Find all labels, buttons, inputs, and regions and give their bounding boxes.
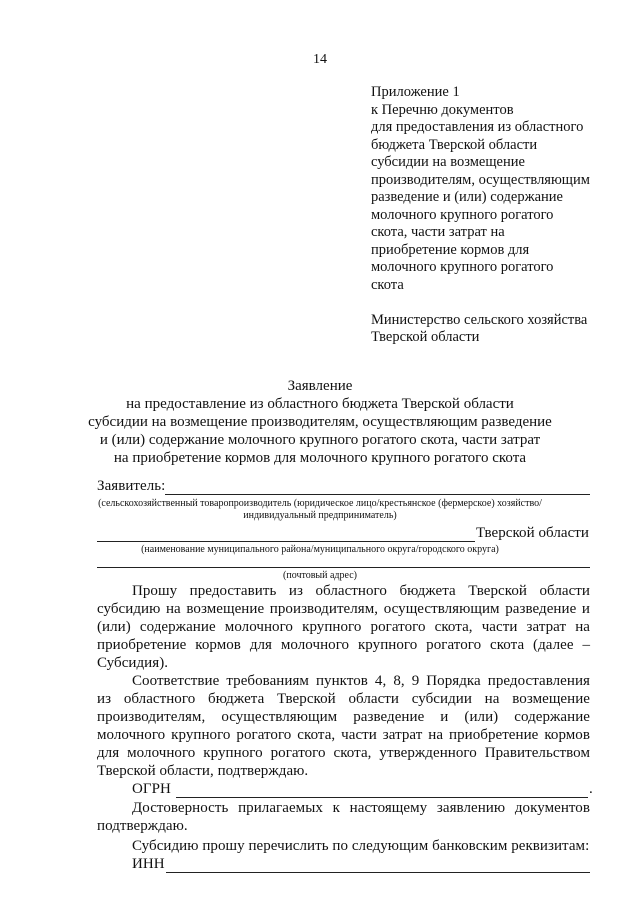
applicant-caption: (сельскохозяйственный товаропроизводитель (юридическое лицо/крестьянское (фермерское) хозяйство/ [98,498,542,509]
ogrn-field-line [176,797,588,798]
title-line: на приобретение кормов для молочного крупного рогатого скота [113,450,527,466]
appendix-line: скота, части затрат на [371,224,505,240]
appendix-line: молочного крупного рогатого [371,259,554,275]
paragraph-line: из областного бюджета Тверской области субсидии на возмещение [97,691,590,707]
paragraph-line: Тверской области, подтверждаю. [97,763,309,779]
title-heading: Заявление [287,378,353,394]
bank-details-line: Субсидию прошу перечислить по следующим банковским реквизитам: [132,838,590,854]
addressee-line: Министерство сельского хозяйства [371,312,588,328]
appendix-line: производителям, осуществляющим [371,172,590,188]
applicant-field-line [165,494,590,495]
paragraph-line: для молочного крупного рогатого скота, утвержденного Правительством [97,745,590,761]
paragraph-line: подтверждаю. [97,818,188,834]
paragraph-line: Соответствие требованиям пунктов 4, 8, 9 Порядка предоставления [132,673,590,689]
ogrn-label: ОГРН [132,781,171,797]
paragraph-line: приобретение кормов для молочного крупного рогатого скота (далее – [97,637,590,653]
paragraph-line: Субсидия). [97,655,169,671]
appendix-line: Приложение 1 [371,84,460,100]
paragraph-line: (или) содержание молочного крупного рогатого скота, части затрат на [97,619,590,635]
municipality-field-line [97,541,475,542]
address-caption: (почтовый адрес) [283,570,357,581]
paragraph-line: производителям, осуществляющим разведение и (или) содержание [97,709,590,725]
page-number: 14 [313,52,327,67]
paragraph-line: субсидию на возмещение производителям, осуществляющим разведение и [97,601,590,617]
applicant-label: Заявитель: [97,478,166,494]
paragraph-line: Прошу предоставить из областного бюджета Тверской области [132,583,590,599]
title-line: и (или) содержание молочного крупного рогатого скота, части затрат [99,432,541,448]
title-line: субсидии на возмещение производителям, осуществляющим разведение [88,414,552,430]
appendix-line: для предоставления из областного [371,119,584,135]
address-field-line [97,567,590,568]
region-suffix: Тверской области [476,525,589,541]
appendix-line: скота [371,277,404,293]
inn-field-line [166,872,590,873]
ogrn-end: . [589,781,593,797]
appendix-line: приобретение кормов для [371,242,530,258]
paragraph-line: Достоверность прилагаемых к настоящему заявлению документов [132,800,590,816]
addressee-line: Тверской области [371,329,480,345]
appendix-line: молочного крупного рогатого [371,207,554,223]
applicant-caption: индивидуальный предприниматель) [243,510,397,521]
municipality-caption: (наименование муниципального района/муниципального округа/городского округа) [141,544,499,555]
title-line: на предоставление из областного бюджета Тверской области [126,396,514,412]
inn-label: ИНН [132,856,165,872]
appendix-line: разведение и (или) содержание [371,189,563,205]
appendix-line: субсидии на возмещение [371,154,525,170]
appendix-line: к Перечню документов [371,102,514,118]
paragraph-line: молочного крупного рогатого скота, части затрат на приобретение кормов [97,727,590,743]
appendix-line: бюджета Тверской области [371,137,538,153]
